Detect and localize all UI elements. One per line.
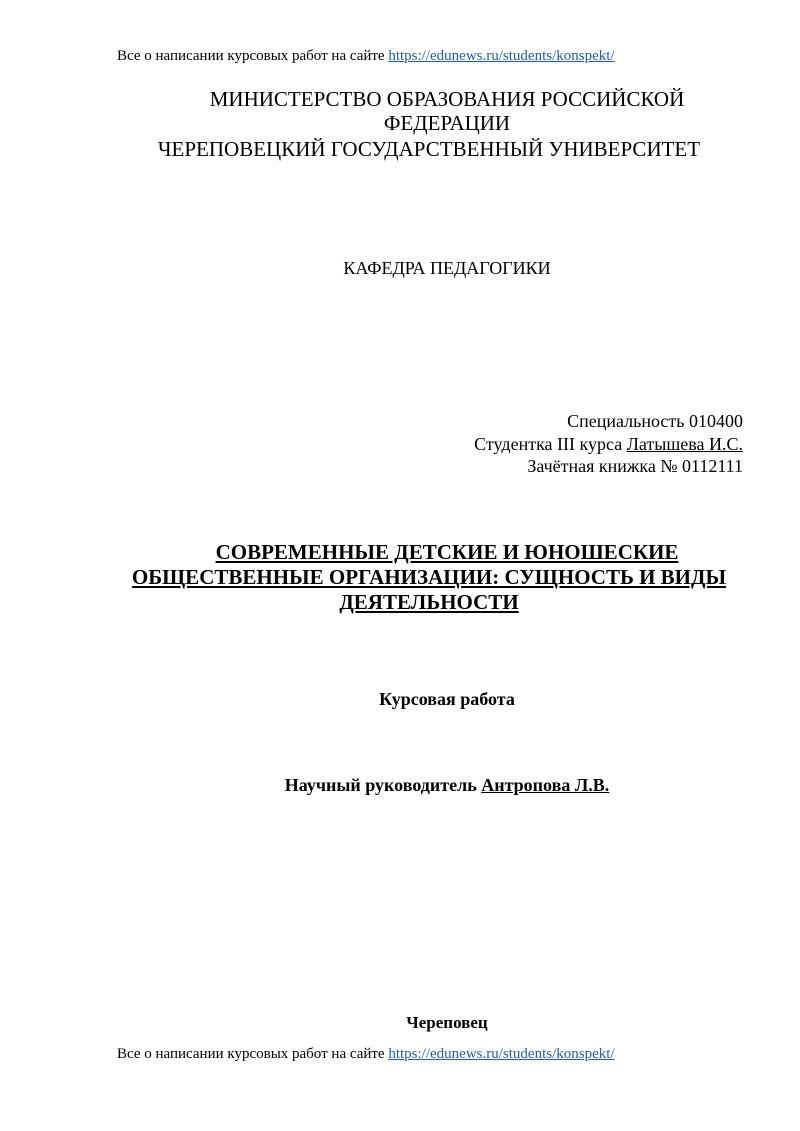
page-header — [117, 48, 615, 65]
title-line-3: ДЕЯТЕЛЬНОСТИ — [339, 590, 519, 614]
institution-line-3: ЧЕРЕПОВЕЦКИЙ ГОСУДАРСТВЕННЫЙ УНИВЕРСИТЕТ — [157, 137, 701, 161]
footer-text: Все о написании курсовых работ на сайте — [117, 1046, 385, 1062]
page-footer — [117, 1046, 615, 1063]
header-link[interactable]: https://edunews.ru/students/konspekt/ — [388, 48, 615, 64]
department: КАФЕДРА ПЕДАГОГИКИ — [343, 258, 551, 278]
supervisor-label: Научный руководитель — [284, 775, 477, 795]
supervisor-name: Антропова Л.В. — [481, 775, 610, 795]
specialty: Специальность 010400 — [567, 411, 743, 431]
title-line-1: СОВРЕМЕННЫЕ ДЕТСКИЕ И ЮНОШЕСКИЕ — [215, 540, 679, 564]
record-book: Зачётная книжка № 0112111 — [527, 456, 743, 476]
student-info — [474, 410, 743, 478]
student-name: Латышева И.С. — [626, 433, 743, 454]
student-course — [474, 433, 743, 456]
institution-line-2: ФЕДЕРАЦИИ — [383, 111, 511, 135]
header-text: Все о написании курсовых работ на сайте — [117, 48, 385, 64]
city: Череповец — [406, 1013, 488, 1032]
footer-link[interactable]: https://edunews.ru/students/konspekt/ — [388, 1046, 615, 1062]
supervisor — [47, 775, 800, 796]
institution-line-1: МИНИСТЕРСТВО ОБРАЗОВАНИЯ РОССИЙСКОЙ — [209, 87, 685, 111]
title-line-2: ОБЩЕСТВЕННЫЕ ОРГАНИЗАЦИИ: СУЩНОСТЬ И ВИДЫ — [131, 565, 727, 589]
course-prefix: Студентка III курса — [474, 433, 623, 454]
work-type: Курсовая работа — [379, 689, 515, 709]
